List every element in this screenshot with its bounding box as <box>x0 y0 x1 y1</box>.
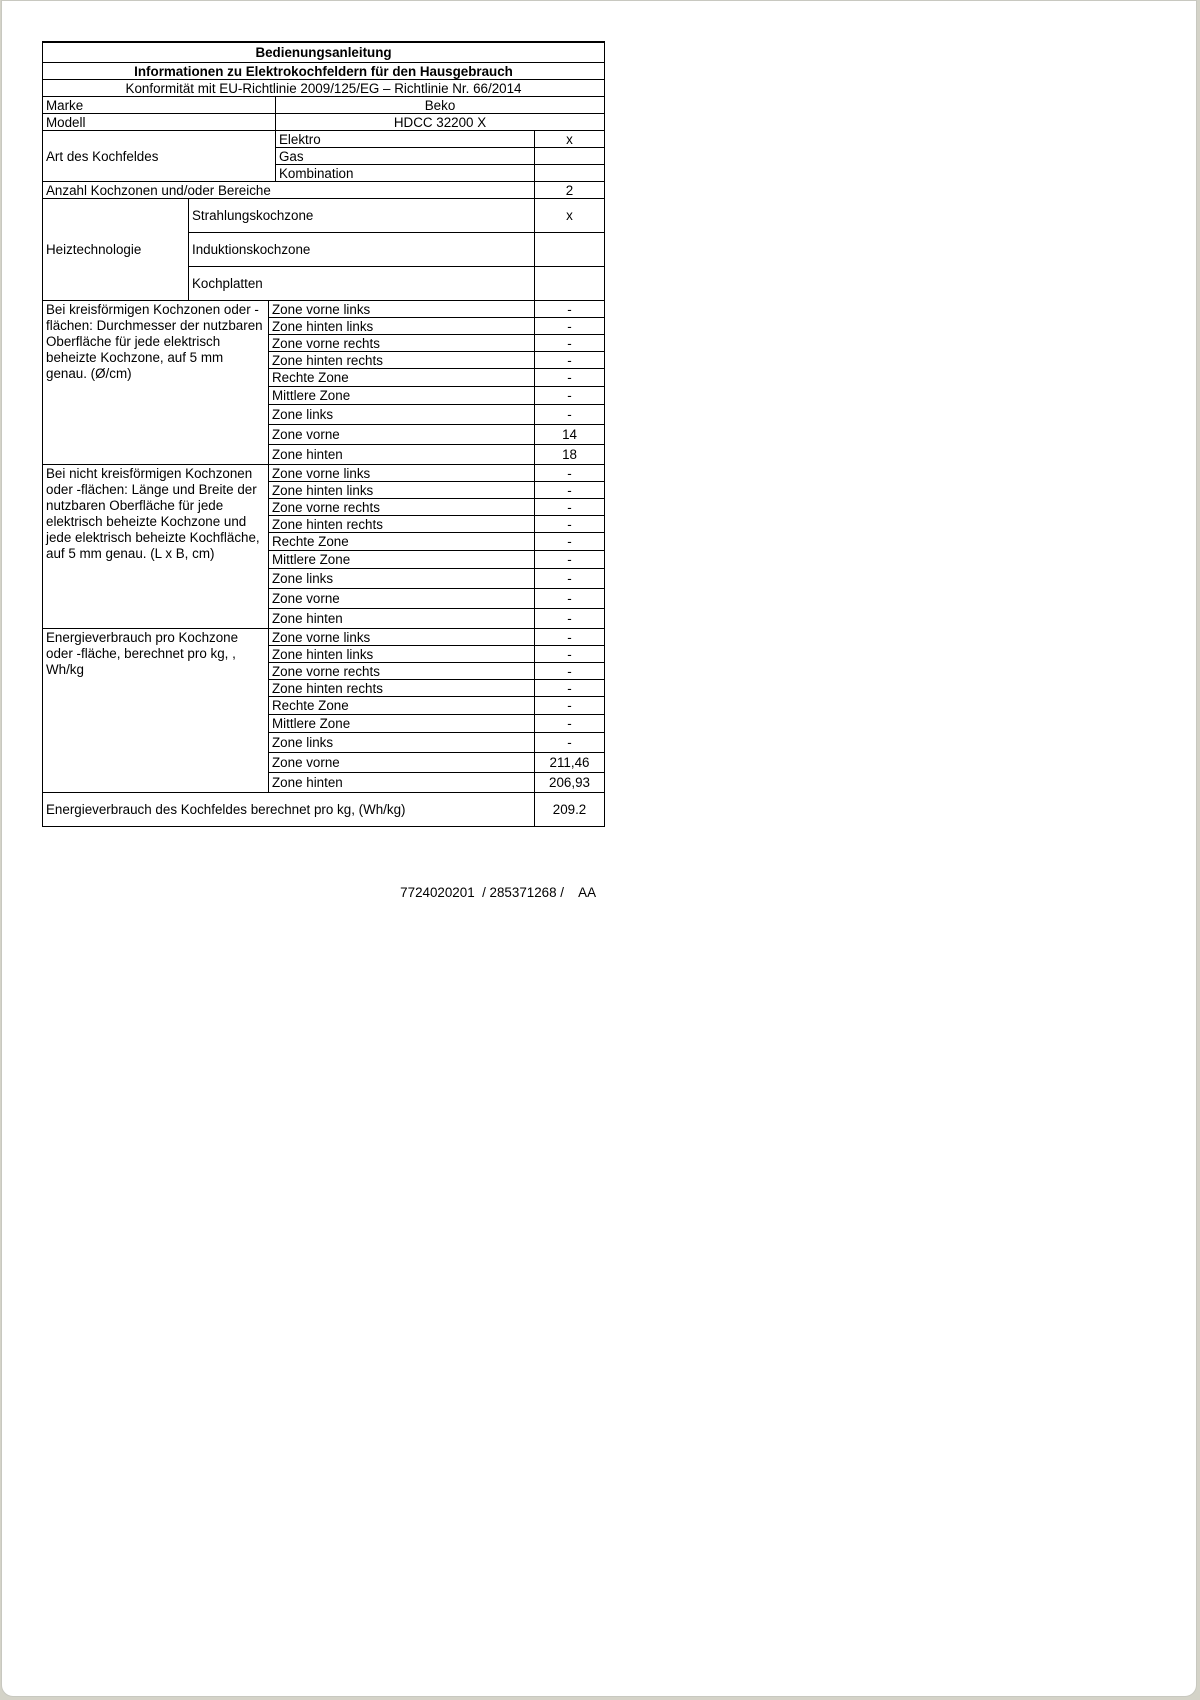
model-value: HDCC 32200 X <box>276 114 605 131</box>
zone-value: - <box>535 352 605 369</box>
heating-technology-label: Heiztechnologie <box>43 199 189 301</box>
circular-zones-label: Bei kreisförmigen Kochzonen oder -flächen: Durchmesser der nutzbaren Oberfläche für jede elektrisch beheizte Kochzone, auf 5 mm genau. (Ø/cm) <box>43 301 269 465</box>
zone-name: Zone hinten links <box>269 482 535 499</box>
zone-name: Zone hinten <box>269 773 535 793</box>
zone-value: - <box>535 335 605 352</box>
noncircular-zones-label: Bei nicht kreisförmigen Kochzonen oder -flächen: Länge und Breite der nutzbaren Oberfläche für jede elektrisch beheizte Kochzone und jede elektrisch beheizte Kochfläche, auf 5 mm genau. (L x B, cm) <box>43 465 269 629</box>
zone-count-value: 2 <box>535 182 605 199</box>
zone-value: - <box>535 301 605 318</box>
zone-name: Zone hinten <box>269 445 535 465</box>
document-page <box>1 0 1197 1697</box>
conformity-note: Konformität mit EU-Richtlinie 2009/125/EG – Richtlinie Nr. 66/2014 <box>43 80 605 97</box>
zone-value: - <box>535 405 605 425</box>
zone-value: - <box>535 646 605 663</box>
zone-value: - <box>535 369 605 387</box>
zone-value: - <box>535 516 605 533</box>
zone-value: - <box>535 697 605 715</box>
zone-value: - <box>535 569 605 589</box>
zone-value: - <box>535 663 605 680</box>
zone-name: Zone hinten rechts <box>269 516 535 533</box>
hob-type-option: Elektro <box>276 131 535 148</box>
brand-label: Marke <box>43 97 276 114</box>
zone-value: - <box>535 387 605 405</box>
hob-type-label: Art des Kochfeldes <box>43 131 276 182</box>
zone-name: Zone hinten links <box>269 646 535 663</box>
zone-value: 211,46 <box>535 753 605 773</box>
document-reference-code: 7724020201 / 285371268 / AA <box>400 885 596 900</box>
zone-name: Zone vorne links <box>269 629 535 646</box>
zone-value: - <box>535 629 605 646</box>
zone-value: 206,93 <box>535 773 605 793</box>
zone-name: Zone hinten rechts <box>269 352 535 369</box>
zone-name: Zone vorne links <box>269 465 535 482</box>
heating-option: Induktionskochzone <box>189 233 535 267</box>
zone-value: - <box>535 589 605 609</box>
model-label: Modell <box>43 114 276 131</box>
zone-name: Zone vorne rechts <box>269 663 535 680</box>
zone-value: - <box>535 733 605 753</box>
zone-value: - <box>535 680 605 697</box>
zone-name: Zone links <box>269 405 535 425</box>
hob-type-option: Gas <box>276 148 535 165</box>
energy-total-label: Energieverbrauch des Kochfeldes berechnet pro kg, (Wh/kg) <box>43 793 535 827</box>
zone-value: 18 <box>535 445 605 465</box>
zone-value: - <box>535 482 605 499</box>
heating-option: Kochplatten <box>189 267 535 301</box>
zone-name: Rechte Zone <box>269 369 535 387</box>
zone-count-label: Anzahl Kochzonen und/oder Bereiche <box>43 182 535 199</box>
energy-per-zone-label: Energieverbrauch pro Kochzone oder -fläche, berechnet pro kg, , Wh/kg <box>43 629 269 793</box>
hob-type-mark <box>535 165 605 182</box>
zone-name: Zone vorne rechts <box>269 335 535 352</box>
zone-value: 14 <box>535 425 605 445</box>
zone-name: Zone vorne rechts <box>269 499 535 516</box>
zone-name: Rechte Zone <box>269 533 535 551</box>
zone-value: - <box>535 551 605 569</box>
zone-name: Mittlere Zone <box>269 715 535 733</box>
zone-value: - <box>535 609 605 629</box>
product-information-sheet <box>42 41 605 827</box>
zone-name: Mittlere Zone <box>269 387 535 405</box>
heating-mark: x <box>535 199 605 233</box>
brand-value: Beko <box>276 97 605 114</box>
document-subtitle: Informationen zu Elektrokochfeldern für den Hausgebrauch <box>43 63 605 80</box>
zone-name: Zone links <box>269 569 535 589</box>
zone-name: Zone vorne <box>269 753 535 773</box>
zone-name: Zone hinten links <box>269 318 535 335</box>
hob-type-option: Kombination <box>276 165 535 182</box>
zone-name: Mittlere Zone <box>269 551 535 569</box>
zone-name: Zone vorne links <box>269 301 535 318</box>
zone-value: - <box>535 499 605 516</box>
zone-value: - <box>535 318 605 335</box>
zone-name: Zone hinten rechts <box>269 680 535 697</box>
zone-value: - <box>535 465 605 482</box>
hob-type-mark: x <box>535 131 605 148</box>
zone-name: Zone vorne <box>269 589 535 609</box>
zone-name: Rechte Zone <box>269 697 535 715</box>
zone-name: Zone hinten <box>269 609 535 629</box>
heating-mark <box>535 267 605 301</box>
document-title: Bedienungsanleitung <box>43 42 605 63</box>
energy-total-value: 209.2 <box>535 793 605 827</box>
zone-value: - <box>535 533 605 551</box>
heating-mark <box>535 233 605 267</box>
zone-name: Zone links <box>269 733 535 753</box>
zone-value: - <box>535 715 605 733</box>
heating-option: Strahlungskochzone <box>189 199 535 233</box>
hob-type-mark <box>535 148 605 165</box>
zone-name: Zone vorne <box>269 425 535 445</box>
